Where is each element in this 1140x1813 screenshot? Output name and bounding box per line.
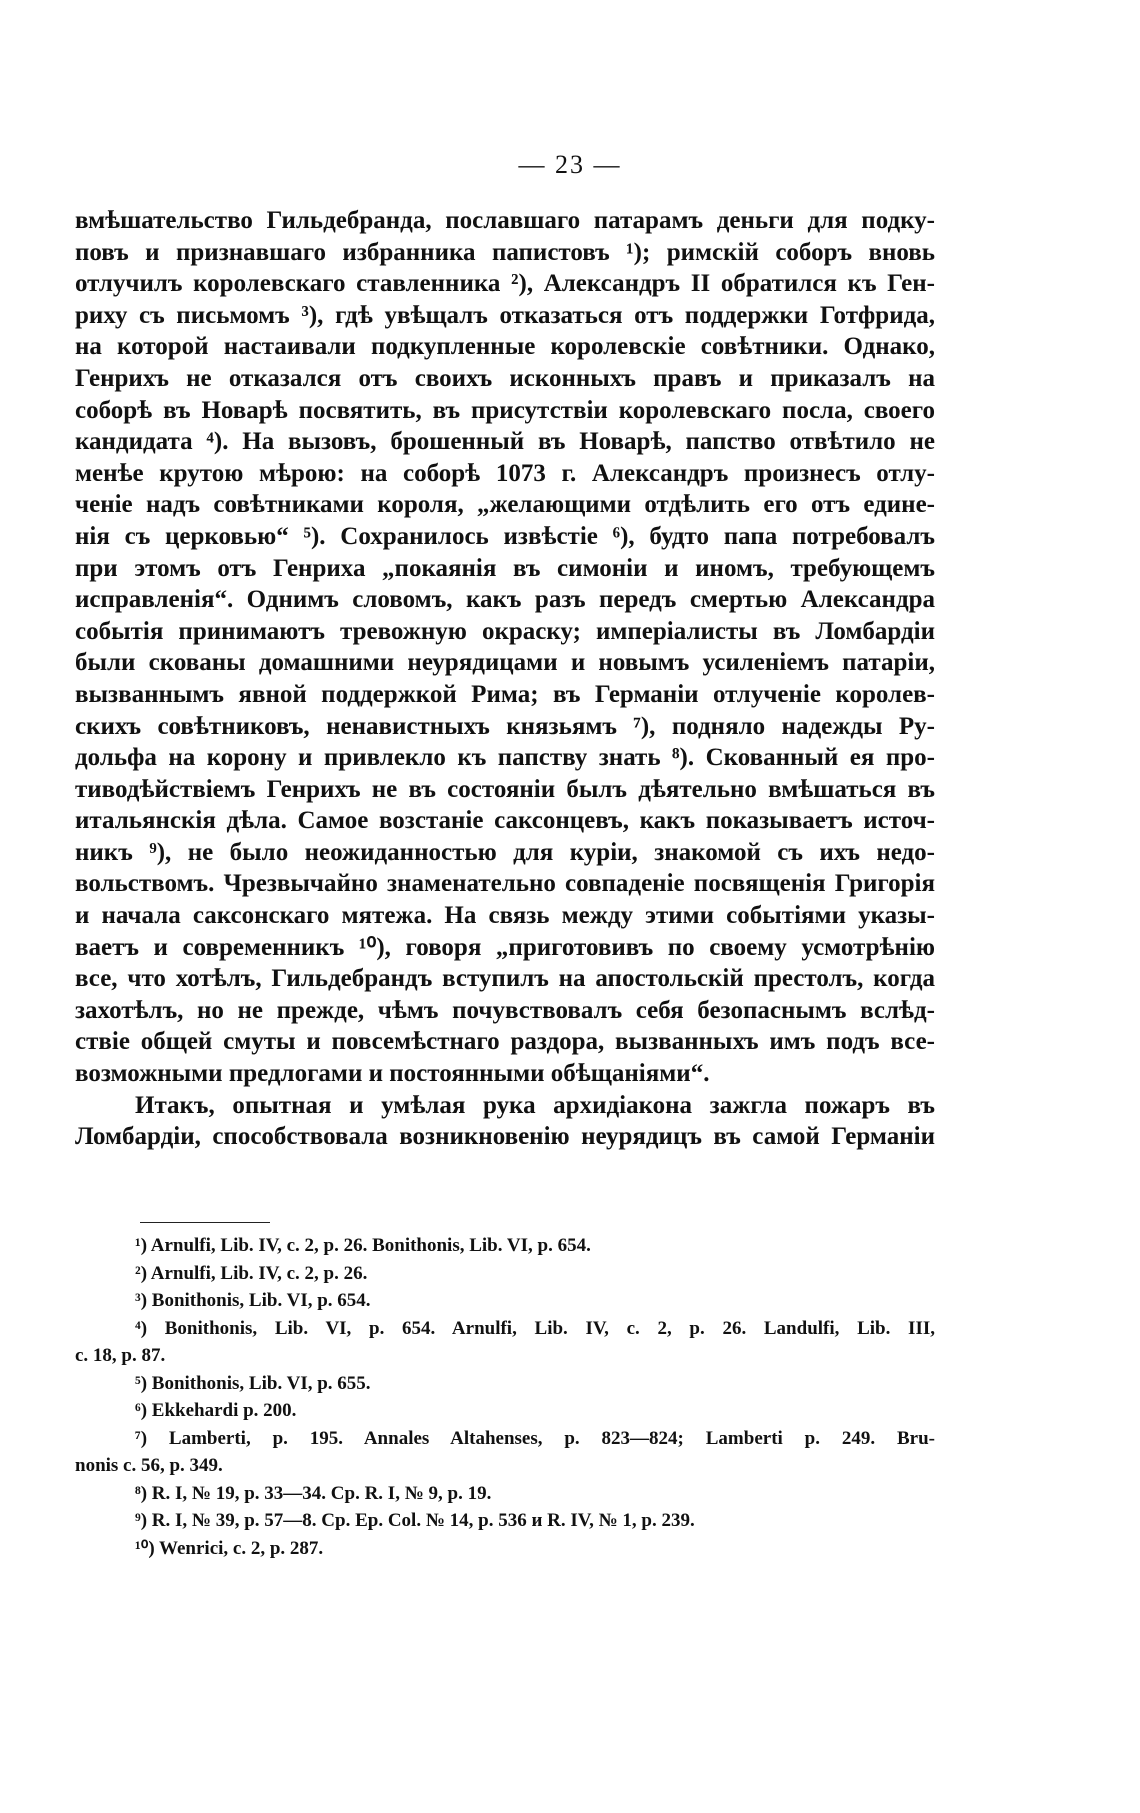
text-line: все, что хотѣлъ, Гильдебрандъ вступилъ на апостольскій престолъ, когда — [75, 965, 935, 993]
main-text — [75, 205, 935, 1153]
footnote-divider — [140, 1222, 270, 1223]
text-line: нія съ церковью“ ⁵). Сохранилось извѣстіе ⁶), будто папа потребовалъ — [75, 522, 935, 550]
footnote-4: ⁴) Bonithonis, Lib. VI, p. 654. Arnulfi, Lib. IV, c. 2, p. 26. Landulfi, Lib. III, — [135, 1317, 935, 1339]
text-line: были скованы домашними неурядицами и новымъ усиленіемъ патаріи, — [75, 649, 935, 677]
footnotes — [75, 1232, 935, 1562]
text-line: кандидата ⁴). На вызовъ, брошенный въ Новарѣ, папство отвѣтило не — [75, 428, 935, 456]
footnote-5: ⁵) Bonithonis, Lib. VI, p. 655. — [135, 1372, 371, 1394]
footnote-7-continuation: nonis c. 56, p. 349. — [75, 1455, 223, 1476]
text-line-paragraph-start: Итакъ, опытная и умѣлая рука архидіакона зажгла пожаръ въ — [135, 1091, 935, 1119]
footnote-4-continuation: c. 18, p. 87. — [75, 1345, 166, 1366]
text-line: на которой настаивали подкупленные королевскіе совѣтники. Однако, — [75, 333, 935, 361]
text-line: риху съ письмомъ ³), гдѣ увѣщалъ отказаться отъ поддержки Готфрида, — [75, 301, 935, 329]
text-line: ченіе надъ совѣтниками короля, „желающими отдѣлить его отъ едине- — [75, 491, 935, 519]
text-line: Ломбардіи, способствовала возникновенію неурядицъ въ самой Германіи — [75, 1123, 935, 1151]
text-line: скихъ совѣтниковъ, ненавистныхъ князьямъ ⁷), подняло надежды Ру- — [75, 712, 935, 740]
text-line: ствіе общей смуты и повсемѣстнаго раздора, вызванныхъ имъ подъ все- — [75, 1028, 935, 1056]
text-line: дольфа на корону и привлекло къ папству знать ⁸). Скованный ея про- — [75, 744, 935, 772]
text-line: Генрихъ не отказался отъ своихъ исконныхъ правъ и приказалъ на — [75, 364, 935, 392]
text-line: отлучилъ королевскаго ставленника ²), Александръ II обратился къ Ген- — [75, 270, 935, 298]
footnote-6: ⁶) Ekkehardi p. 200. — [135, 1400, 297, 1421]
text-line: тиводѣйствіемъ Генрихъ не въ состояніи былъ дѣятельно вмѣшаться въ — [75, 775, 935, 803]
footnote-1: ¹) Arnulfi, Lib. IV, c. 2, p. 26. Bonithonis, Lib. VI, p. 654. — [135, 1235, 591, 1256]
text-line: вмѣшательство Гильдебранда, пославшаго патарамъ деньги для подку- — [75, 207, 935, 234]
text-line: повъ и признавшаго избранника папистовъ ¹); римскій соборъ вновь — [75, 238, 935, 266]
text-line: исправленія“. Однимъ словомъ, какъ разъ передъ смертью Александра — [75, 586, 935, 614]
text-line: при этомъ отъ Генриха „покаянія въ симоніи и иномъ, требующемъ — [75, 554, 935, 582]
text-line: никъ ⁹), не было неожиданностью для куріи, знакомой съ ихъ недо- — [75, 838, 935, 866]
footnote-10: ¹⁰) Wenrici, c. 2, p. 287. — [135, 1537, 324, 1559]
footnote-9: ⁹) R. I, № 39, p. 57—8. Cp. Ep. Col. № 14, p. 536 и R. IV, № 1, p. 239. — [135, 1510, 695, 1531]
footnote-2: ²) Arnulfi, Lib. IV, c. 2, p. 26. — [135, 1262, 368, 1284]
text-line: соборѣ въ Новарѣ посвятить, въ присутствіи королевскаго посла, своего — [75, 396, 935, 424]
text-line: вольствомъ. Чрезвычайно знаменательно совпаденіе посвященія Григорія — [75, 870, 935, 898]
footnote-3: ³) Bonithonis, Lib. VI, p. 654. — [135, 1290, 371, 1311]
text-line: ваетъ и современникъ ¹⁰), говоря „приготовивъ по своему усмотрѣнію — [75, 933, 935, 961]
text-line-paragraph-end: возможными предлогами и постоянными обѣщаніями“. — [75, 1060, 710, 1088]
page-number: — 23 — — [518, 150, 622, 179]
text-line: итальянскія дѣла. Самое возстаніе саксонцевъ, какъ показываетъ источ- — [75, 807, 935, 835]
text-line: захотѣлъ, но не прежде, чѣмъ почувствовалъ себя безопаснымъ вслѣд- — [75, 996, 935, 1024]
text-line: и начала саксонскаго мятежа. На связь между этими событіями указы- — [75, 902, 935, 930]
text-line: событія принимаютъ тревожную окраску; имперіалисты въ Ломбардіи — [75, 617, 935, 645]
text-line: менѣе крутою мѣрою: на соборѣ 1073 г. Александръ произнесъ отлу- — [75, 459, 935, 487]
footnote-7: ⁷) Lamberti, p. 195. Annales Altahenses, p. 823—824; Lamberti p. 249. Bru- — [135, 1427, 935, 1449]
footnote-8: ⁸) R. I, № 19, p. 33—34. Cp. R. I, № 9, p. 19. — [135, 1482, 492, 1504]
text-line: вызваннымъ явной поддержкой Рима; въ Германіи отлученіе королев- — [75, 680, 935, 708]
